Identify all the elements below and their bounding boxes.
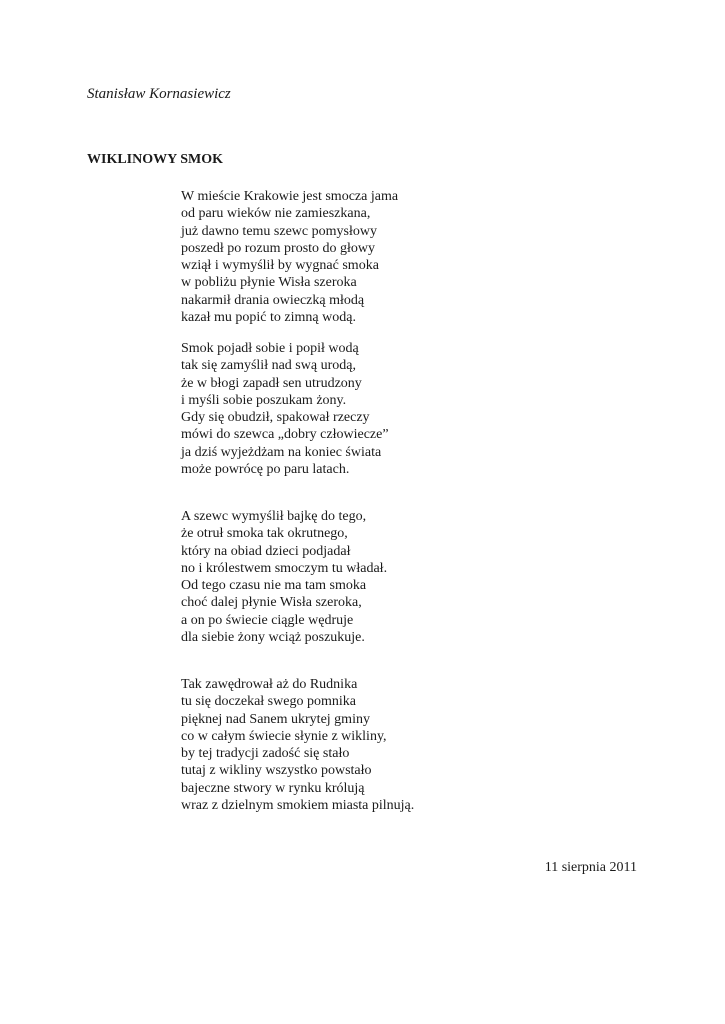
poem-line: no i królestwem smoczym tu władał. (181, 560, 388, 576)
poem-line: że w błogi zapadł sen utrudzony (181, 375, 362, 391)
poem-line: Smok pojadł sobie i popił wodą (181, 341, 359, 356)
poem-line: tu się doczekał swego pomnika (181, 694, 356, 710)
author-name: Stanisław Kornasiewicz (87, 86, 231, 102)
poem-line: dla siebie żony wciąż poszukuje. (181, 630, 365, 646)
poem-line: i myśli sobie poszukam żony. (181, 392, 347, 408)
stanza-3 (181, 508, 387, 646)
poem-line: tutaj z wikliny wszystko powstało (181, 763, 372, 779)
poem-line: a on po świecie ciągle wędruje (181, 612, 354, 628)
poem-line: A szewc wymyślił bajkę do tego, (181, 509, 367, 524)
poem-line: może powrócę po paru latach. (181, 462, 350, 478)
poem-line: co w całym świecie słynie z wikliny, (181, 728, 387, 744)
poem-line: Gdy się obudził, spakował rzeczy (181, 410, 370, 426)
stanza-1 (181, 188, 398, 326)
poem-line: wziął i wymyślił by wygnać smoka (181, 258, 379, 274)
poem-line: już dawno temu szewc pomysłowy (181, 223, 377, 239)
poem-line: W mieście Krakowie jest smocza jama (181, 189, 399, 204)
date-line: 11 sierpnia 2011 (544, 860, 637, 875)
poem-line: który na obiad dzieci podjadał (181, 543, 351, 559)
stanza-2 (181, 340, 389, 478)
poem-line: pięknej nad Sanem ukrytej gminy (181, 711, 370, 727)
poem-line: w pobliżu płynie Wisła szeroka (181, 275, 357, 291)
poem-line: kazał mu popić to zimną wodą. (181, 310, 356, 326)
poem-line: nakarmił drania owieczką młodą (181, 292, 365, 308)
poem-line: poszedł po rozum prosto do głowy (181, 240, 376, 256)
poem-line: że otruł smoka tak okrutnego, (181, 526, 348, 542)
poem-line: Tak zawędrował aż do Rudnika (181, 677, 358, 692)
poem-line: by tej tradycji zadość się stało (181, 746, 350, 762)
poem-line: wraz z dzielnym smokiem miasta pilnują. (181, 798, 415, 814)
poem-line: od paru wieków nie zamieszkana, (181, 206, 371, 222)
poem-line: Od tego czasu nie ma tam smoka (181, 578, 367, 594)
poem-line: choć dalej płynie Wisła szeroka, (181, 595, 362, 611)
stanza-4 (181, 676, 414, 814)
poem-title: WIKLINOWY SMOK (87, 152, 223, 167)
poem-line: bajeczne stwory w rynku królują (181, 780, 365, 796)
poem-line: tak się zamyślił nad swą urodą, (181, 358, 356, 374)
poem-line: ja dziś wyjeżdżam na koniec świata (181, 444, 382, 460)
poem-line: mówi do szewca „dobry człowiecze” (181, 427, 389, 443)
